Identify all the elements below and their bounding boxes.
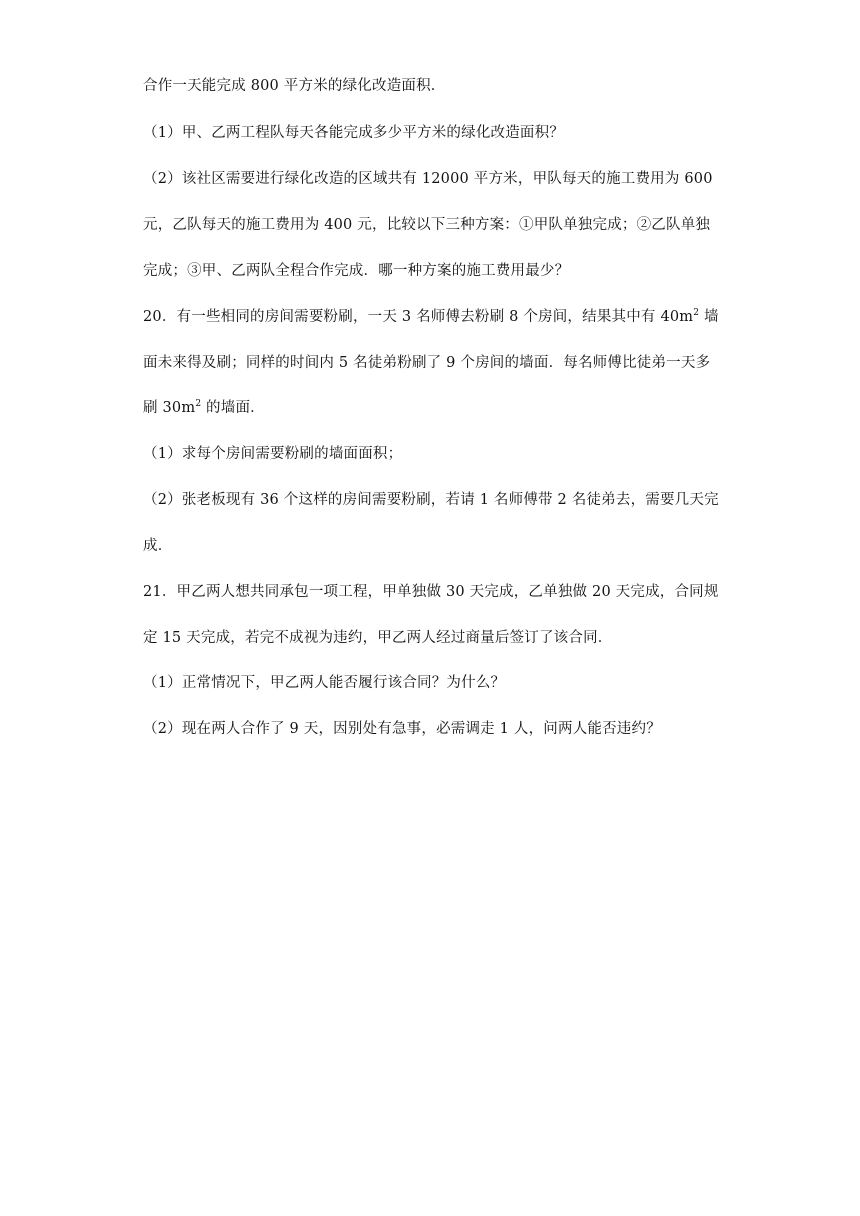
question-21-part-1: （1）正常情况下，甲乙两人能否履行该合同？为什么？ [143,675,506,691]
question-19-part-2-line-3: 完成；③甲、乙两队全程合作完成．哪一种方案的施工费用最少？ [143,263,570,279]
question-21-line-1: 21．甲乙两人想共同承包一项工程，甲单独做 30 天完成，乙单独做 20 天完成，合同规 [143,584,719,600]
question-20-line-1 [143,307,723,327]
question-20-line-3-text: 刷 30m [143,400,196,416]
question-20-part-1: （1）求每个房间需要粉刷的墙面面积； [143,446,403,462]
question-20-part-2-line-2: 成． [143,538,173,554]
text-line-1: 合作一天能完成 800 平方米的绿化改造面积． [143,78,446,94]
question-19-part-2-line-1: （2）该社区需要进行绿化改造的区域共有 12000 平方米，甲队每天的施工费用为 600 [143,171,713,187]
question-21-part-2: （2）现在两人合作了 9 天，因别处有急事，必需调走 1 人，问两人能否违约？ [143,721,661,737]
question-20-line-1-text: 20．有一些相同的房间需要粉刷，一天 3 名师傅去粉刷 8 个房间，结果其中有 40m [143,309,694,325]
superscript: 2 [693,308,700,319]
question-20-part-2-line-1: （2）张老板现有 36 个这样的房间需要粉刷，若请 1 名师傅带 2 名徒弟去，需要几天完 [143,492,719,508]
question-20-line-3 [143,398,723,418]
superscript: 2 [195,399,202,410]
question-19-part-2-line-2: 元，乙队每天的施工费用为 400 元，比较以下三种方案：①甲队单独完成；②乙队单独 [143,217,711,233]
question-21-line-2: 定 15 天完成，若完不成视为违约，甲乙两人经过商量后签订了该合同． [143,630,613,646]
question-19-part-1: （1）甲、乙两工程队每天各能完成多少平方米的绿化改造面积？ [143,125,565,141]
question-20-line-1-tail: 墙 [699,309,719,325]
question-20-line-2: 面未来得及刷；同样的时间内 5 名徒弟粉刷了 9 个房间的墙面．每名师傅比徒弟一天多 [143,355,711,371]
question-20-line-3-tail: 的墙面． [201,400,265,416]
